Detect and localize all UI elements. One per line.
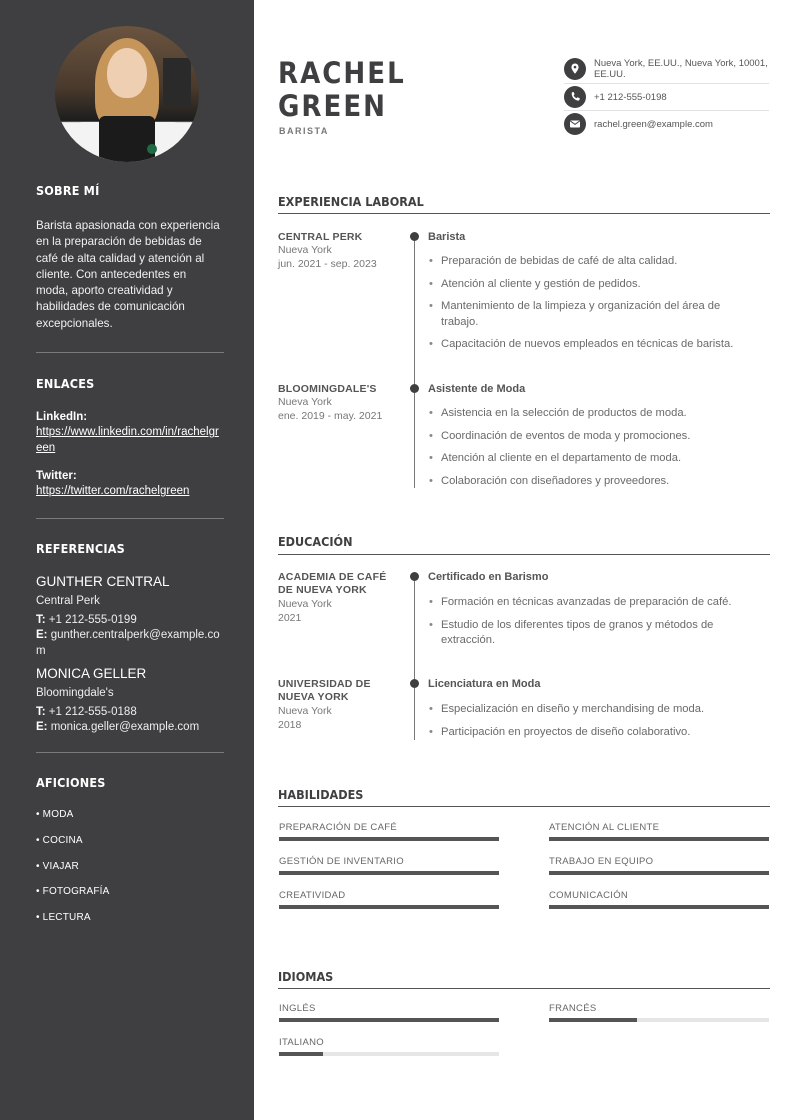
timeline-line (414, 236, 415, 488)
reference-name: MONICA GELLER (36, 666, 147, 681)
skill-item (549, 890, 769, 909)
list-item: • Colaboración con diseñadores y proveedores. (428, 474, 758, 490)
list-item: • Especialización en diseño y merchandising de moda. (428, 702, 758, 718)
reference-phone: +1 212-555-0199 (48, 613, 137, 626)
section-rule (278, 554, 770, 555)
entry-organization: BLOOMINGDALE'S (278, 383, 377, 395)
experience-heading: EXPERIENCIA LABORAL (278, 194, 424, 209)
skill-label: GESTIÓN DE INVENTARIO (279, 856, 404, 867)
entry-bullets (428, 595, 758, 656)
reference-email: monica.geller@example.com (50, 721, 200, 734)
reference-item (36, 574, 221, 659)
section-rule (278, 213, 770, 214)
entry-location: Nueva York (278, 705, 332, 717)
language-item (549, 1003, 769, 1022)
languages-heading: IDIOMAS (278, 969, 334, 984)
skill-bar (279, 871, 499, 875)
language-label: ITALIANO (279, 1037, 324, 1048)
language-bar-fill (279, 1052, 323, 1056)
entry-organization: CENTRAL PERK (278, 231, 363, 243)
reference-phone: +1 212-555-0188 (48, 705, 137, 718)
last-name: GREEN (278, 89, 387, 123)
phone-icon (564, 86, 586, 108)
hobbies-heading: AFICIONES (36, 775, 106, 790)
section-rule (278, 806, 770, 807)
references-heading: REFERENCIAS (36, 541, 125, 556)
language-label: FRANCÉS (549, 1003, 597, 1014)
timeline-line (414, 577, 415, 740)
email-label: E: (36, 629, 48, 642)
timeline-dot (410, 384, 419, 393)
language-bar (279, 1018, 499, 1022)
reference-company: Central Perk (36, 595, 100, 608)
hobby-item: • MODA (36, 809, 74, 820)
list-item: • Capacitación de nuevos empleados en técnicas de barista. (428, 337, 758, 353)
language-bar (279, 1052, 499, 1056)
skill-bar (549, 871, 769, 875)
entry-role: Certificado en Barismo (428, 571, 549, 583)
language-bar (549, 1018, 769, 1022)
skill-item (549, 822, 769, 841)
divider (36, 352, 224, 353)
skill-label: PREPARACIÓN DE CAFÉ (279, 822, 397, 833)
timeline-dot (410, 572, 419, 581)
skill-item (279, 822, 499, 841)
list-item: • Coordinación de eventos de moda y promociones. (428, 429, 758, 445)
phone-label: T: (36, 705, 46, 718)
hobby-item: • FOTOGRAFÍA (36, 886, 110, 897)
skill-bar-fill (279, 905, 499, 909)
skill-item (279, 856, 499, 875)
skill-bar-fill (279, 837, 499, 841)
reference-item (36, 666, 221, 736)
skill-label: TRABAJO EN EQUIPO (549, 856, 654, 867)
entry-role: Barista (428, 231, 466, 243)
timeline-dot (410, 679, 419, 688)
skill-bar (279, 905, 499, 909)
language-item (279, 1037, 499, 1056)
skill-item (279, 890, 499, 909)
entry-bullets (428, 254, 758, 360)
list-item: • Atención al cliente en el departamento de moda. (428, 451, 758, 467)
link-label: LinkedIn: (36, 411, 88, 423)
list-item: • Participación en proyectos de diseño colaborativo. (428, 725, 758, 741)
skill-bar (549, 837, 769, 841)
twitter-link[interactable]: https://twitter.com/rachelgreen (36, 485, 190, 498)
language-label: INGLÉS (279, 1003, 316, 1014)
entry-organization: UNIVERSIDAD DE NUEVA YORK (278, 678, 371, 703)
email-label: E: (36, 721, 48, 734)
entry-dates: ene. 2019 - may. 2021 (278, 410, 383, 422)
links-heading: ENLACES (36, 376, 95, 391)
email-text: rachel.green@example.com (594, 118, 713, 130)
timeline-dot (410, 232, 419, 241)
entry-dates: 2018 (278, 719, 302, 731)
phone-label: T: (36, 613, 46, 626)
skill-bar-fill (549, 871, 769, 875)
language-bar-fill (549, 1018, 637, 1022)
skill-item (549, 856, 769, 875)
about-text: Barista apasionada con experiencia en la preparación de bebidas de café de alta calidad y atención al cliente. Con antecedentes en moda, aporto creatividad y habilidades de comunicación excepcionales. (36, 219, 220, 330)
skill-label: CREATIVIDAD (279, 890, 346, 901)
contact-address (564, 58, 769, 80)
list-item: • Mantenimiento de la limpieza y organización del área de trabajo. (428, 299, 758, 330)
skill-bar-fill (549, 837, 769, 841)
entry-bullets (428, 702, 758, 747)
divider (564, 83, 769, 84)
skill-bar (279, 837, 499, 841)
entry-role: Asistente de Moda (428, 383, 526, 395)
reference-name: GUNTHER CENTRAL (36, 574, 170, 589)
location-icon (564, 58, 586, 80)
entry-location: Nueva York (278, 598, 332, 610)
contact-email (564, 113, 769, 135)
entry-bullets (428, 406, 758, 496)
language-item (279, 1003, 499, 1022)
entry-location: Nueva York (278, 244, 332, 256)
linkedin-link[interactable]: https://www.linkedin.com/in/rachelgreen (36, 426, 219, 454)
job-title: BARISTA (279, 126, 329, 136)
about-heading: SOBRE MÍ (36, 183, 100, 198)
hobby-item: • COCINA (36, 835, 83, 846)
divider (36, 752, 224, 753)
entry-dates: jun. 2021 - sep. 2023 (278, 258, 377, 270)
skill-bar-fill (279, 871, 499, 875)
skill-label: COMUNICACIÓN (549, 890, 629, 901)
link-linkedin (36, 409, 221, 456)
skills-heading: HABILIDADES (278, 787, 364, 802)
mail-icon (564, 113, 586, 135)
list-item: • Preparación de bebidas de café de alta calidad. (428, 254, 758, 270)
first-name: RACHEL (278, 56, 406, 90)
hobby-item: • LECTURA (36, 912, 91, 923)
divider (564, 110, 769, 111)
entry-role: Licenciatura en Moda (428, 678, 541, 690)
list-item: • Asistencia en la selección de productos de moda. (428, 406, 758, 422)
profile-photo (55, 26, 199, 162)
contact-phone (564, 86, 769, 108)
education-heading: EDUCACIÓN (278, 534, 353, 549)
link-twitter (36, 468, 221, 500)
reference-company: Bloomingdale's (36, 687, 114, 700)
reference-email: gunther.centralperk@example.com (36, 629, 220, 657)
sidebar (0, 0, 254, 1120)
skill-label: ATENCIÓN AL CLIENTE (549, 822, 660, 833)
skill-bar-fill (549, 905, 769, 909)
skill-bar (549, 905, 769, 909)
phone-text: +1 212-555-0198 (594, 91, 667, 103)
divider (36, 518, 224, 519)
entry-dates: 2021 (278, 612, 302, 624)
language-bar-fill (279, 1018, 499, 1022)
list-item: • Formación en técnicas avanzadas de preparación de café. (428, 595, 758, 611)
list-item: • Atención al cliente y gestión de pedidos. (428, 277, 758, 293)
entry-organization: ACADEMIA DE CAFÉ DE NUEVA YORK (278, 571, 387, 596)
link-label: Twitter: (36, 470, 77, 482)
entry-location: Nueva York (278, 396, 332, 408)
list-item: • Estudio de los diferentes tipos de granos y métodos de extracción. (428, 618, 758, 649)
address-text: Nueva York, EE.UU., Nueva York, 10001, EE.UU. (594, 58, 768, 80)
section-rule (278, 988, 770, 989)
hobby-item: • VIAJAR (36, 861, 79, 872)
